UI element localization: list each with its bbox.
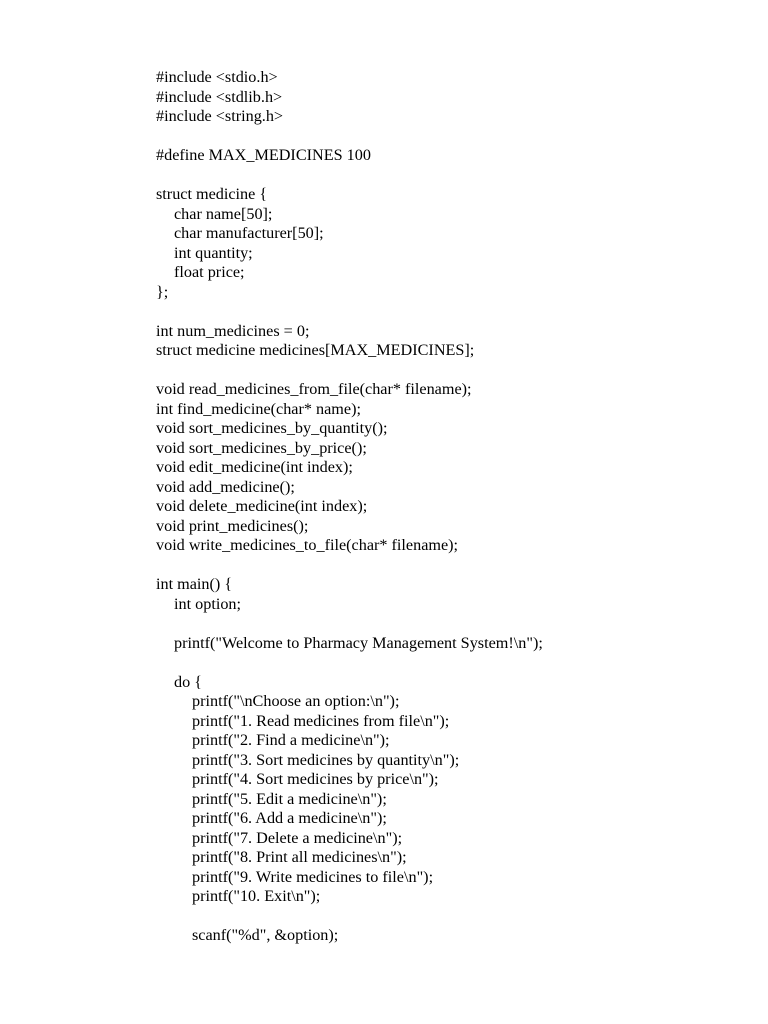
code-line: void sort_medicines_by_quantity();	[156, 419, 388, 437]
code-line: void print_medicines();	[156, 516, 309, 535]
code-line: void write_medicines_to_file(char* filename);	[156, 536, 459, 554]
code-line: int quantity;	[174, 243, 253, 262]
code-line: do {	[174, 672, 203, 691]
source-code-listing	[156, 68, 543, 946]
blank-line	[156, 166, 543, 186]
code-line: void read_medicines_from_file(char* filename);	[156, 380, 472, 398]
code-line: int find_medicine(char* name);	[156, 399, 361, 418]
code-line: int option;	[174, 594, 242, 613]
code-line: struct medicine medicines[MAX_MEDICINES];	[156, 341, 475, 359]
code-line: void delete_medicine(int index);	[156, 497, 368, 515]
code-line: printf("\nChoose an option:\n");	[192, 692, 400, 710]
code-line: void sort_medicines_by_price();	[156, 438, 367, 457]
code-line: void edit_medicine(int index);	[156, 458, 353, 476]
code-line: printf("3. Sort medicines by quantity\n");	[192, 750, 460, 769]
code-line: printf("9. Write medicines to file\n");	[192, 867, 434, 886]
code-line: printf("5. Edit a medicine\n");	[192, 789, 387, 808]
blank-line	[156, 556, 543, 576]
blank-line	[156, 302, 543, 322]
code-line: printf("10. Exit\n");	[192, 887, 321, 905]
blank-line	[156, 614, 543, 634]
code-line: #include <stdlib.h>	[156, 87, 283, 106]
code-line: void add_medicine();	[156, 477, 295, 496]
code-line: #include <stdio.h>	[156, 68, 278, 86]
code-line: int main() {	[156, 575, 233, 593]
blank-line	[156, 127, 543, 147]
code-line: printf("1. Read medicines from file\n");	[192, 711, 450, 730]
code-line: printf("Welcome to Pharmacy Management System!\n");	[174, 633, 543, 652]
code-line: #include <string.h>	[156, 107, 284, 125]
code-line: printf("2. Find a medicine\n");	[192, 731, 390, 749]
code-line: printf("6. Add a medicine\n");	[192, 809, 387, 827]
code-line: scanf("%d", &option);	[192, 926, 339, 944]
code-line: char name[50];	[174, 204, 273, 223]
blank-line	[156, 361, 543, 381]
code-line: printf("4. Sort medicines by price\n");	[192, 770, 439, 788]
blank-line	[156, 907, 543, 927]
code-line: int num_medicines = 0;	[156, 321, 310, 340]
code-line: float price;	[174, 263, 245, 281]
code-line: char manufacturer[50];	[174, 224, 324, 242]
code-line: printf("7. Delete a medicine\n");	[192, 828, 403, 847]
code-line: struct medicine {	[156, 185, 268, 203]
code-line: };	[156, 282, 169, 301]
code-line: #define MAX_MEDICINES 100	[156, 146, 371, 164]
blank-line	[156, 653, 543, 673]
code-line: printf("8. Print all medicines\n");	[192, 848, 407, 866]
